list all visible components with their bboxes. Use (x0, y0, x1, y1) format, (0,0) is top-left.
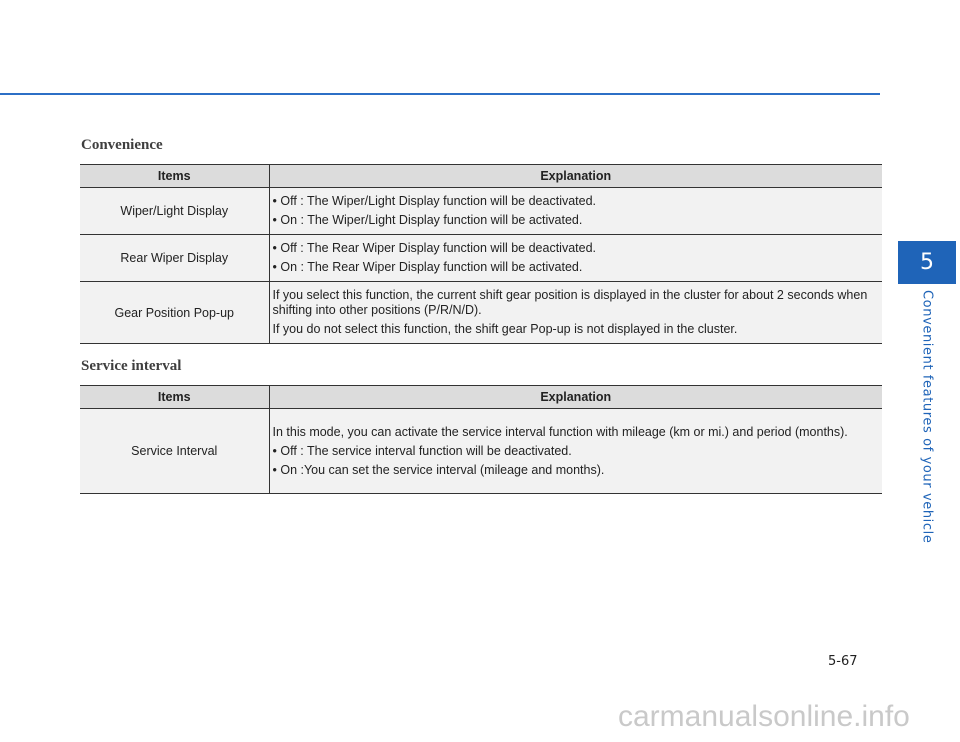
chapter-number: 5 (920, 250, 934, 275)
chapter-title: Convenient features of your vehicle (919, 290, 935, 544)
watermark: carmanualsonline.info (618, 700, 910, 733)
convenience-table-header (80, 165, 882, 188)
column-header-explanation: Explanation (269, 165, 882, 188)
explanation-line: In this mode, you can activate the service interval function with mileage (km or mi.) and period (months). (272, 424, 848, 439)
explanation-line: If you select this function, the current shift gear position is displayed in the cluster for about 2 seconds when shifting into other positions (P/R/N/D). (272, 288, 868, 317)
explanation-line: • On : The Rear Wiper Display function will be activated. (272, 260, 583, 274)
explanation-line: If you do not select this function, the shift gear Pop-up is not displayed in the cluster. (272, 322, 738, 336)
explanation-line: • Off : The Wiper/Light Display function will be deactivated. (272, 194, 597, 208)
column-header-items: Items (80, 386, 269, 409)
top-rule (0, 93, 880, 95)
column-header-explanation: Explanation (269, 386, 882, 409)
item-explanation (269, 235, 882, 282)
item-explanation (269, 409, 882, 494)
table-row (80, 409, 882, 494)
item-explanation (269, 188, 882, 235)
explanation-line: • Off : The Rear Wiper Display function will be deactivated. (272, 241, 597, 255)
table-row (80, 235, 882, 282)
page-number: 5-67 (828, 654, 858, 669)
table-row (80, 282, 882, 344)
service-interval-heading: Service interval (81, 358, 182, 374)
item-name: Gear Position Pop-up (80, 282, 269, 344)
item-explanation (269, 282, 882, 344)
convenience-table (80, 164, 882, 344)
item-name: Service Interval (80, 409, 269, 494)
service-table-header (80, 386, 882, 409)
convenience-heading: Convenience (81, 137, 163, 153)
table-row (80, 188, 882, 235)
item-name: Rear Wiper Display (80, 235, 269, 282)
column-header-items: Items (80, 165, 269, 188)
explanation-line: • On : The Wiper/Light Display function will be activated. (272, 213, 583, 227)
chapter-title-strip (898, 290, 956, 544)
explanation-line: • On :You can set the service interval (mileage and months). (272, 462, 605, 477)
item-name: Wiper/Light Display (80, 188, 269, 235)
explanation-line: • Off : The service interval function will be deactivated. (272, 443, 572, 458)
service-interval-table (80, 385, 882, 494)
chapter-number-tab (898, 241, 956, 284)
